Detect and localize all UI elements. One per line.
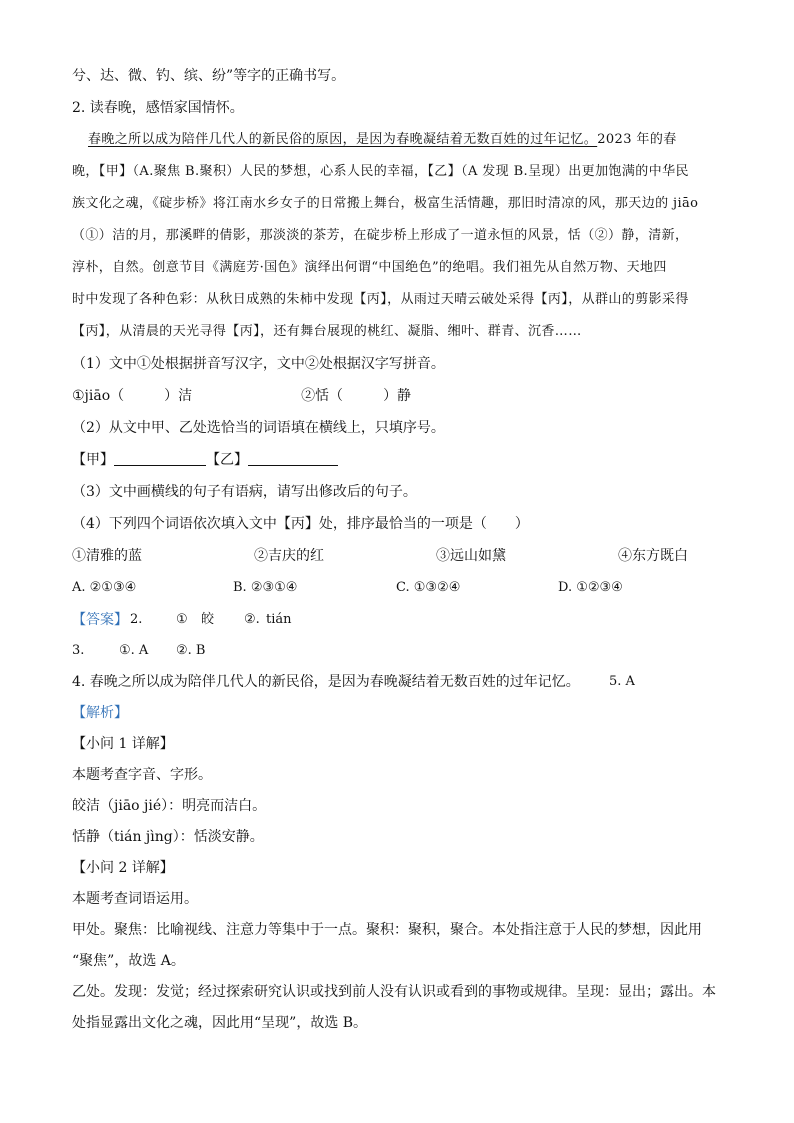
intro-line: 兮、达、微、钓、缤、纷”等字的正确书写。 (72, 68, 346, 84)
passage-line-7: 【丙】，从清晨的天光寻得【丙】，还有舞台展现的桃红、凝脂、缃叶、群青、沉香…… (72, 324, 582, 339)
detail-2-p2: 甲处。聚焦：比喻视线、注意力等集中于一点。聚积：聚积，聚合。本处指注意于人民的梦想，因此用 (72, 922, 702, 938)
sub-question-3: （3）文中画横线的句子有语病，请写出修改后的句子。 (72, 484, 417, 500)
detail-1-p2: 皎洁（jiāo jié）：明亮而洁白。 (72, 798, 267, 814)
option-c: C. ①③②④ (396, 580, 461, 595)
answer-2-num: 2. (130, 612, 143, 627)
passage-line-1-tail: 2023 年的春 (597, 132, 677, 147)
answer-2-a-value: 皎 (201, 612, 215, 627)
word-3: ③远山如黛 (436, 548, 506, 564)
passage-line-3: 族文化之魂，《碇步桥》将江南水乡女子的日常搬上舞台，极富生活情趣，那旧时清凉的风，那天边的 jiāo (72, 196, 699, 211)
word-2: ②吉庆的红 (254, 548, 324, 564)
detail-2-p1: 本题考查词语运用。 (72, 891, 198, 907)
detail-1-p1: 本题考查字音、字形。 (72, 767, 212, 783)
jia-label: 【甲】 (72, 452, 114, 468)
answer-5: 5. A (609, 674, 635, 689)
detail-2-p5: 处指显露出文化之魂，因此用“呈现”，故选 B。 (72, 1015, 368, 1031)
detail-1-p3: 恬静（tián jìng）：恬淡安静。 (72, 829, 264, 845)
detail-2-p3: “聚焦”，故选 A。 (72, 953, 185, 969)
passage-line-4: （①）洁的月，那溪畔的倩影，那淡淡的茶芳，在碇步桥上形成了一道永恒的风景，恬（②）静，清新， (72, 228, 689, 243)
sub-question-1-blanks (72, 386, 411, 406)
sub-question-2: （2）从文中甲、乙处选恰当的词语填在横线上，只填序号。 (72, 420, 445, 436)
answer-2-b-marker: ②. (244, 612, 260, 627)
passage-line-5: 淳朴，自然。创意节目《满庭芳·国色》演绎出何谓“中国绝色”的绝唱。我们祖先从自然万物、天地四 (72, 260, 667, 275)
answer-3-num: 3. (72, 643, 85, 658)
sub-question-2-blanks (72, 450, 338, 470)
yi-answer-line[interactable] (248, 451, 338, 466)
option-a: A. ②①③④ (72, 580, 137, 595)
detail-2-heading: 【小问 2 详解】 (72, 860, 174, 876)
answer-4: 4. 春晚之所以成为陪伴几代人的新民俗，是因为春晚凝结着无数百姓的过年记忆。 (72, 674, 580, 690)
passage-line-6: 时中发现了各种色彩：从秋日成熟的朱柿中发现【丙】，从雨过天晴云破处采得【丙】，从群山的剪影采得 (72, 292, 689, 307)
option-b: B. ②③①④ (233, 580, 298, 595)
passage-line-2: 晚，【甲】（A.聚焦 B.聚积）人民的梦想，心系人民的幸福，【乙】（A 发现 B.呈现）出更加饱满的中华民 (72, 164, 689, 179)
option-d: D. ①②③④ (558, 580, 623, 595)
answer-2-b-value: tián (266, 612, 292, 627)
jia-answer-line[interactable] (114, 451, 206, 466)
analysis-label: 【解析】 (72, 705, 128, 721)
sub-question-1: （1）文中①处根据拼音写汉字，文中②处根据汉字写拼音。 (72, 356, 445, 372)
answer-2-a-marker: ① (176, 612, 188, 627)
blank-2-label: ②恬（ (301, 388, 344, 404)
answer-3-b: ②. B (176, 643, 206, 658)
yi-label: 【乙】 (206, 452, 248, 468)
blank-1-end: ）洁 (164, 388, 193, 404)
detail-2-p4: 乙处。发现：发觉；经过探索研究认识或找到前人没有认识或看到的事物或规律。呈现：显出；露出。本 (72, 984, 716, 1000)
word-1: ①清雅的蓝 (72, 548, 142, 564)
question-2-title: 2. 读春晚，感悟家国情怀。 (72, 100, 244, 116)
blank-2-end: ）静 (383, 388, 412, 404)
sub-question-4: （4）下列四个词语依次填入文中【丙】处，排序最恰当的一项是（ ） (72, 516, 529, 532)
answer-label: 【答案】 (72, 612, 128, 628)
blank-1-label: ①jiāo（ (72, 388, 125, 404)
passage-line-1 (88, 130, 677, 150)
underlined-sentence: 春晚之所以成为陪伴几代人的新民俗的原因，是因为春晚凝结着无数百姓的过年记忆。 (88, 132, 598, 147)
detail-1-heading: 【小问 1 详解】 (72, 736, 174, 752)
answer-3-a: ①. A (119, 643, 149, 658)
word-4: ④东方既白 (618, 548, 688, 564)
